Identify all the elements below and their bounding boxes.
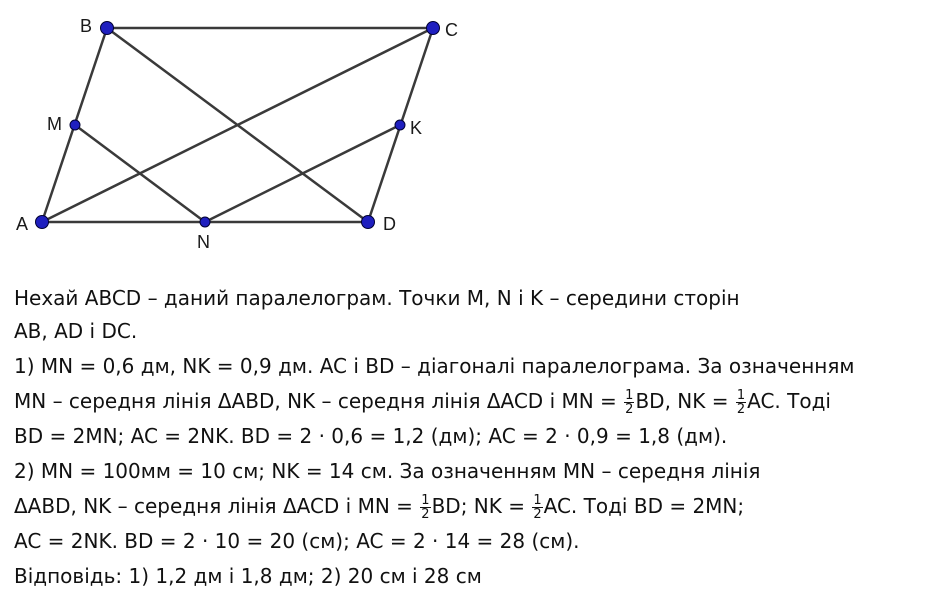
fraction-one-half (624, 389, 634, 416)
text-line-1: Нехай ABCD – даний паралелограм. Точки M, N і K – середини сторін (14, 286, 740, 310)
text-line-7-part-2: BD; NK = (431, 494, 525, 518)
fraction-one-half (420, 494, 430, 521)
point-a (36, 216, 49, 229)
fraction-numerator: 1 (421, 493, 430, 508)
text-line-9: Відповідь: 1) 1,2 дм і 1,8 дм; 2) 20 см і 28 см (14, 564, 482, 588)
fraction-numerator: 1 (736, 388, 746, 403)
label-d: D (383, 214, 396, 234)
text-line-4-part-1: MN – середня лінія ΔABD, NK – середня лінія ΔACD і MN = (14, 389, 617, 413)
label-c: C (445, 20, 458, 40)
fraction-numerator: 1 (533, 493, 542, 508)
label-b: B (80, 16, 93, 36)
text-line-4-part-2: BD, NK = (635, 389, 729, 413)
solution-text (14, 283, 919, 594)
fraction-denominator: 2 (625, 402, 634, 417)
label-a: A (16, 214, 29, 234)
label-n: N (197, 232, 210, 252)
point-c (427, 22, 440, 35)
text-line-5: BD = 2MN; AC = 2NK. BD = 2 · 0,6 = 1,2 (дм); AC = 2 · 0,9 = 1,8 (дм). (14, 424, 728, 448)
fraction-one-half (736, 389, 746, 416)
fraction-denominator: 2 (736, 402, 746, 417)
text-line-8: AC = 2NK. BD = 2 · 10 = 20 (см); AC = 2 · 14 = 28 (см). (14, 529, 580, 553)
text-line-2: AB, AD і DC. (14, 319, 138, 343)
parallelogram-figure (0, 0, 470, 270)
point-k (395, 120, 405, 130)
segment-mn (75, 125, 205, 222)
text-line-7-part-1: ΔABD, NK – середня лінія ΔACD і MN = (14, 494, 413, 518)
label-k: K (410, 118, 423, 138)
text-line-7 (14, 489, 919, 524)
text-line-3: 1) MN = 0,6 дм, NK = 0,9 дм. AC і BD – діагоналі паралелограма. За означенням (14, 354, 855, 378)
diagonal-bd (107, 28, 368, 222)
segment-nk (205, 125, 400, 222)
point-b (101, 22, 114, 35)
label-m: M (47, 114, 62, 134)
fraction-numerator: 1 (625, 388, 634, 403)
point-m (70, 120, 80, 130)
text-line-4 (14, 384, 919, 419)
point-n (200, 217, 210, 227)
fraction-denominator: 2 (533, 507, 542, 522)
text-line-4-part-3: AC. Тоді (747, 389, 831, 413)
fraction-one-half (532, 494, 542, 521)
point-d (362, 216, 375, 229)
text-line-6: 2) MN = 100мм = 10 см; NK = 14 см. За означенням MN – середня лінія (14, 459, 761, 483)
fraction-denominator: 2 (421, 507, 430, 522)
text-line-7-part-3: AC. Тоді BD = 2MN; (543, 494, 745, 518)
